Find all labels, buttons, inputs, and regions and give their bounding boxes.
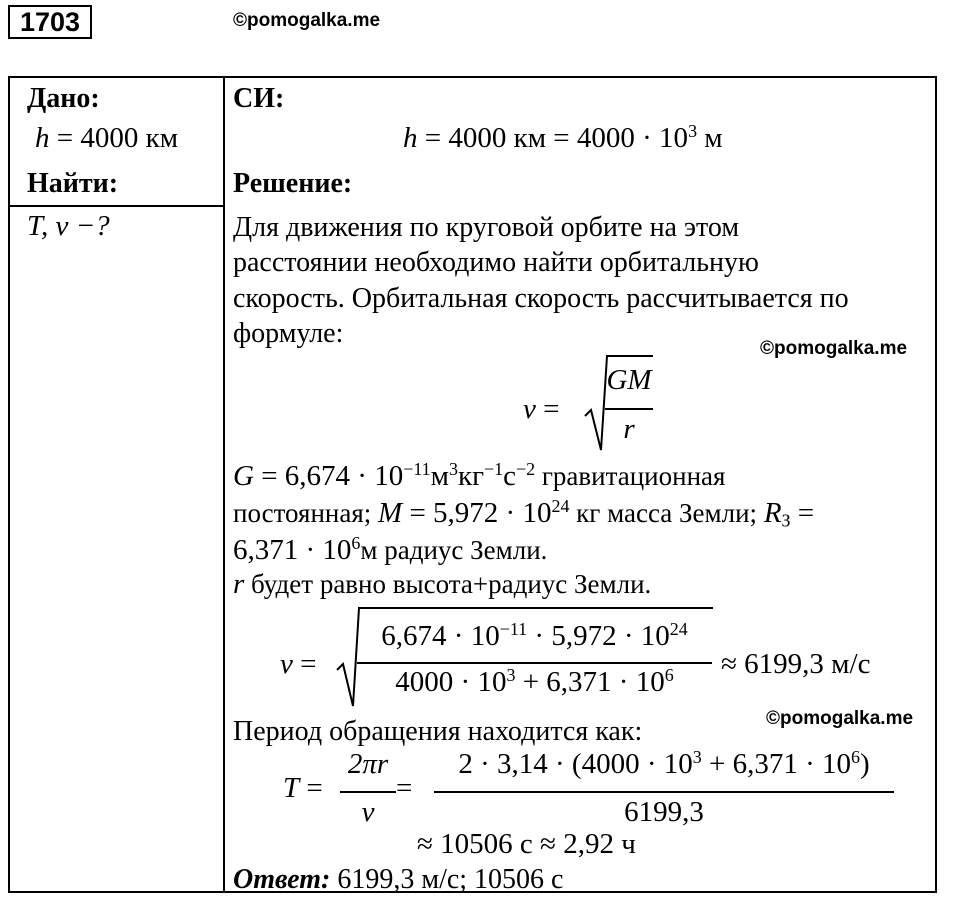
given-title: Дано: [27,83,100,114]
constant-g-line: $G = 6,674 \cdot 10^{-11}м^3кг^{-1}с^{-2}$ гравитационная [233,459,726,492]
table-left-border [8,76,10,893]
table-top-border [8,76,937,78]
find-title: Найти: [27,168,119,199]
solution-paragraph-line-3: скорость. Орбитальная скорость рассчитывается по [233,283,849,314]
formula-v-den: r [623,413,635,445]
calc-v-result: ≈ 6199,3 м/с [721,648,871,680]
period-text: Период обращения находится как: [233,716,643,747]
calc-v-lhs: v = [280,648,317,680]
solution-title: Решение: [233,168,353,199]
formula-v-fraction-bar [605,408,653,410]
table-right-border [935,76,937,893]
watermark-middle: ©pomogalka.me [760,338,908,359]
si-conversion: h = 4000 км = $4000 \cdot 10^3$ м [403,121,723,154]
calc-t-frac1-bar [340,791,396,793]
given-divider [8,205,224,207]
calc-t-frac1-num: 2πr [347,748,389,780]
solution-paragraph-line-2: расстоянии необходимо найти орбитальную [233,247,759,278]
calc-v-fraction-bar [357,662,712,664]
constant-m-line: постоянная; $M = 5,972 \cdot 10^{24}$ кг масса Земли; $R_З$ = [233,496,815,531]
problem-number-badge: 1703 [8,5,92,39]
solution-paragraph-line-4: формуле: [233,318,344,349]
answer-line: Ответ: 6199,3 м/с; 10506 с [233,864,564,895]
solution-paragraph-line-1: Для движения по круговой орбите на этом [233,212,740,243]
watermark-bottom: ©pomogalka.me [766,708,914,729]
calc-t-eq2: = [396,772,413,804]
find-value: T, v −? [27,210,110,242]
calc-v-numerator: $6,674 \cdot 10^{-11} \cdot 5,972 \cdot 10^{24}$ [381,619,688,652]
calc-t-frac2-den: 6199,3 [624,796,704,828]
calc-t-frac2-num: $2 \cdot 3,14 \cdot (4000 \cdot 10^3 + 6,371 \cdot 10^6)$ [458,747,870,780]
column-divider [223,76,225,893]
constant-r-line: $6,371 \cdot 10^6м$ радиус Земли. [233,533,548,566]
given-h: h = 4000 км [35,122,179,154]
r-definition-line: r будет равно высота+радиус Земли. [233,568,652,600]
formula-v-num: GM [606,364,652,396]
formula-v-lhs: v = [523,393,560,425]
calc-v-denominator: $4000 \cdot 10^3 + 6,371 \cdot 10^6$ [395,665,674,698]
calc-t-frac2-bar [434,791,894,793]
calc-t-frac1-den: v [361,796,375,828]
calc-t-approx: ≈ 10506 с ≈ 2,92 ч [417,828,636,860]
si-title: СИ: [233,83,285,114]
watermark-top: ©pomogalka.me [233,10,381,31]
calc-t-lhs: T = [283,772,323,804]
